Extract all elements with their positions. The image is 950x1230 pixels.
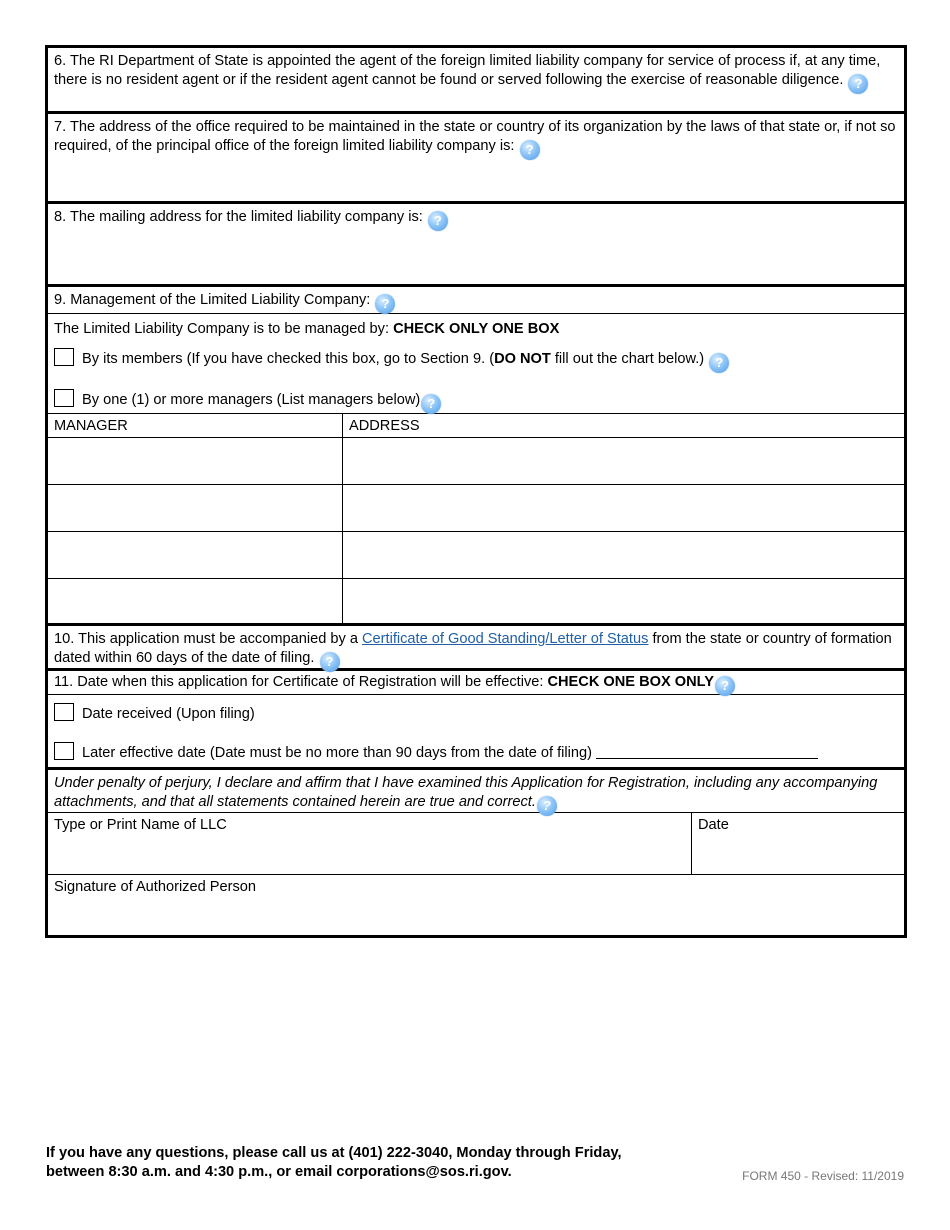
footer-contact: If you have any questions, please call us at (401) 222-3040, Monday through Friday, between 8:30 a.m. and 4:30 p.m., or email corporations@sos.ri.gov. xyxy=(46,1145,622,1180)
application-form xyxy=(45,45,907,938)
section-7-text: 7. The address of the office required to be maintained in the state or country of its organization by the laws of that state or, if not so required, of the principal office of the foreign limited liability company is: xyxy=(54,119,896,154)
manager-address-field[interactable] xyxy=(343,532,904,578)
manager-name-field[interactable] xyxy=(48,532,343,578)
option-later-date: Later effective date (Date must be no more than 90 days from the date of filing) xyxy=(54,742,898,763)
section-7 xyxy=(48,114,904,204)
help-icon[interactable]: ? xyxy=(520,140,540,160)
table-row xyxy=(48,438,904,485)
option-members: By its members (If you have checked this box, go to Section 9. (DO NOT fill out the chart below.) ? xyxy=(54,348,898,373)
managed-by-label: The Limited Liability Company is to be managed by: CHECK ONLY ONE BOX xyxy=(54,321,560,337)
section-6 xyxy=(48,48,904,114)
section-8-text: 8. The mailing address for the limited liability company is: xyxy=(54,209,423,225)
section-11-options xyxy=(48,695,904,770)
col-manager: MANAGER xyxy=(48,414,343,437)
date-field[interactable] xyxy=(692,813,904,874)
checkbox-date-received[interactable] xyxy=(54,703,74,721)
section-9-options xyxy=(48,314,904,414)
help-icon[interactable]: ? xyxy=(848,74,868,94)
help-icon[interactable]: ? xyxy=(421,394,441,414)
later-date-field[interactable] xyxy=(596,746,818,759)
section-8 xyxy=(48,204,904,287)
perjury-statement: Under penalty of perjury, I declare and affirm that I have examined this Application for Registration, including any accompanying attachments, and that all statements contained herein are true and correct. ? xyxy=(48,770,904,813)
option-date-received: Date received (Upon filing) xyxy=(54,703,898,724)
help-icon[interactable]: ? xyxy=(715,676,735,696)
manager-address-field[interactable] xyxy=(343,438,904,484)
help-icon[interactable]: ? xyxy=(537,796,557,816)
manager-address-field[interactable] xyxy=(343,579,904,623)
name-date-row xyxy=(48,813,904,875)
manager-name-field[interactable] xyxy=(48,485,343,531)
manager-name-field[interactable] xyxy=(48,438,343,484)
section-9-title xyxy=(48,287,904,314)
section-10: 10. This application must be accompanied by a Certificate of Good Standing/Letter of Status from the state or country of formation dated within 60 days of the date of filing. ? xyxy=(48,626,904,671)
signature-field[interactable] xyxy=(48,875,904,935)
help-icon[interactable]: ? xyxy=(428,211,448,231)
signature-label: Signature of Authorized Person xyxy=(54,879,257,895)
form-number: FORM 450 - Revised: 11/2019 xyxy=(742,1169,904,1183)
help-icon[interactable]: ? xyxy=(375,294,395,314)
table-row xyxy=(48,485,904,532)
table-row xyxy=(48,579,904,626)
llc-name-label: Type or Print Name of LLC xyxy=(54,817,227,833)
llc-name-field[interactable] xyxy=(48,813,692,874)
checkbox-later-date[interactable] xyxy=(54,742,74,760)
section-6-text: 6. The RI Department of State is appointed the agent of the foreign limited liability company for service of process if, at any time, there is no resident agent or if the resident agent cannot be found or served following the exercise of reasonable diligence. xyxy=(54,53,881,88)
manager-address-field[interactable] xyxy=(343,485,904,531)
help-icon[interactable]: ? xyxy=(320,652,340,672)
section-9-title-text: 9. Management of the Limited Liability Company: xyxy=(54,292,371,308)
table-row xyxy=(48,532,904,579)
option-managers: By one (1) or more managers (List managers below) ? xyxy=(54,389,898,414)
help-icon[interactable]: ? xyxy=(709,353,729,373)
date-label: Date xyxy=(698,817,729,833)
manager-table-header xyxy=(48,414,904,438)
col-address: ADDRESS xyxy=(349,418,420,434)
checkbox-members[interactable] xyxy=(54,348,74,366)
manager-name-field[interactable] xyxy=(48,579,343,623)
section-11-title: 11. Date when this application for Certificate of Registration will be effective: CHECK ONE BOX ONLY ? xyxy=(48,671,904,695)
checkbox-managers[interactable] xyxy=(54,389,74,407)
certificate-link[interactable]: Certificate of Good Standing/Letter of Status xyxy=(362,631,649,647)
